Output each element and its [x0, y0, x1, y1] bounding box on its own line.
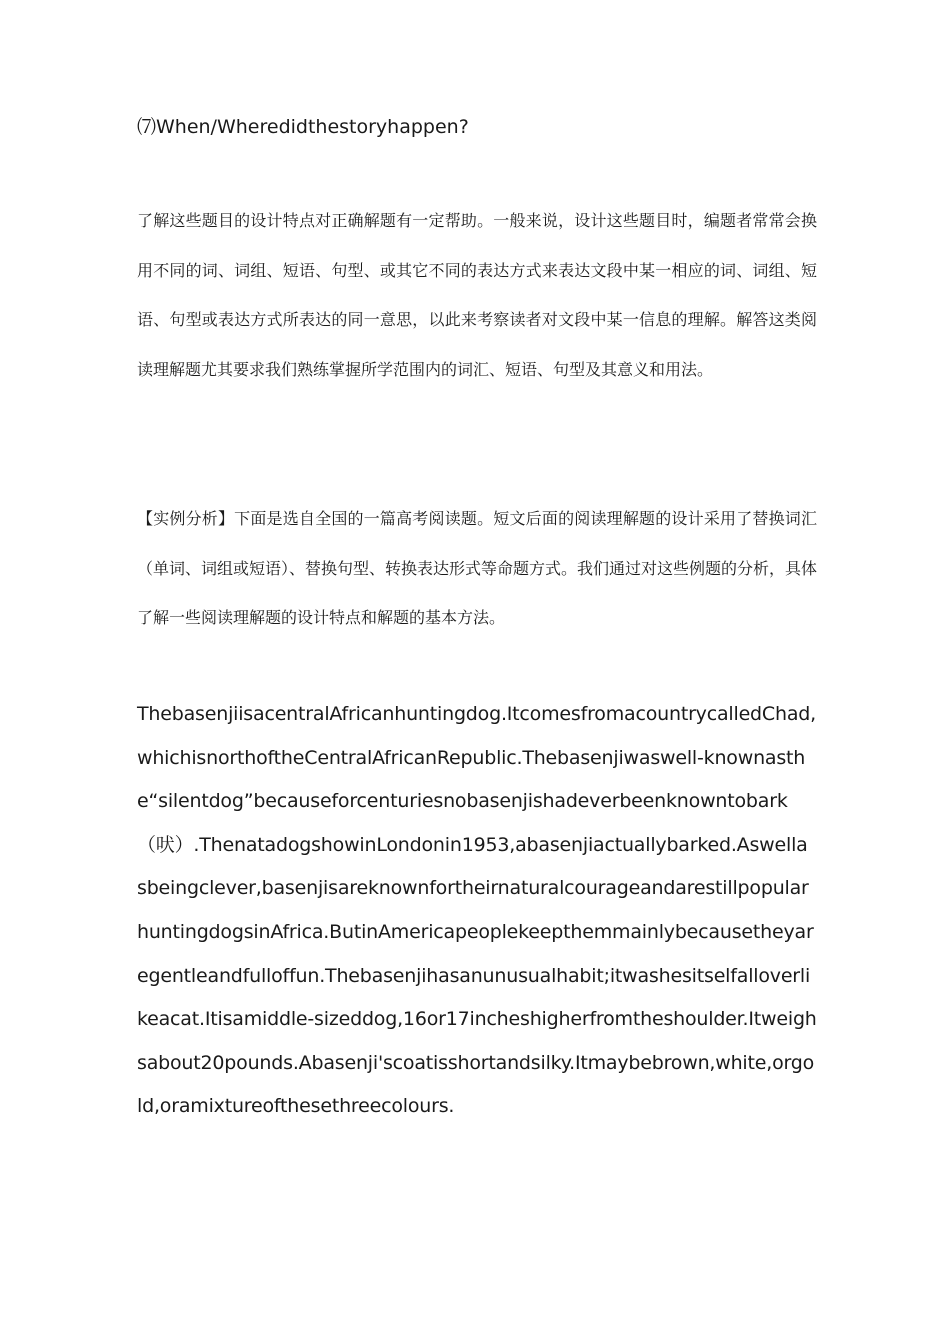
question-7: ⑺When/Wheredidthestoryhappen?	[137, 116, 469, 138]
example-analysis-paragraph: 【实例分析】下面是选自全国的一篇高考阅读题。短文后面的阅读理解题的设计采用了替换词汇（单词、词组或短语）、替换句型、转换表达形式等命题方式。我们通过对这些例题的分析，具体了解一些阅读理解题的设计特点和解题的基本方法。	[137, 509, 818, 627]
explanation-paragraph: 了解这些题目的设计特点对正确解题有一定帮助。一般来说，设计这些题目时，编题者常常会换用不同的词、词组、短语、句型、或其它不同的表达方式来表达文段中某一相应的词、词组、短语、句型或表达方式所表达的同一意思，以此来考察读者对文段中某一信息的理解。解答这类阅读理解题尤其要求我们熟练掌握所学范围内的词汇、短语、句型及其意义和用法。	[137, 211, 817, 379]
reading-passage: ThebasenjiisacentralAfricanhuntingdog.ItcomesfromacountrycalledChad,whichisnorthoftheCentralAfricanRepublic.Thebasenjiwaswell-knownasthe“silentdog”becauseforcenturiesnobasenjishadeverbeenknowntobark（吠）.ThenatadogshowinLondonin1953,abasenjiactuallybarked.Aswellasbeingclever,basenjisareknownfortheirnaturalcourageandarestillpopularhuntingdogsinAfrica.ButinAmericapeoplekeepthemmainlybecausetheyaregentleandfulloffun.Thebasenjihasanunusualhabit;itwashesitselfalloverlikeacat.Itisamiddle-sizeddog,16or17incheshigherfromtheshoulder.Itweighsabout20pounds.Abasenji'scoatisshortandsilky.Itmaybebrown,white,orgold,oramixtureofthesethreecolours.	[137, 703, 817, 1118]
